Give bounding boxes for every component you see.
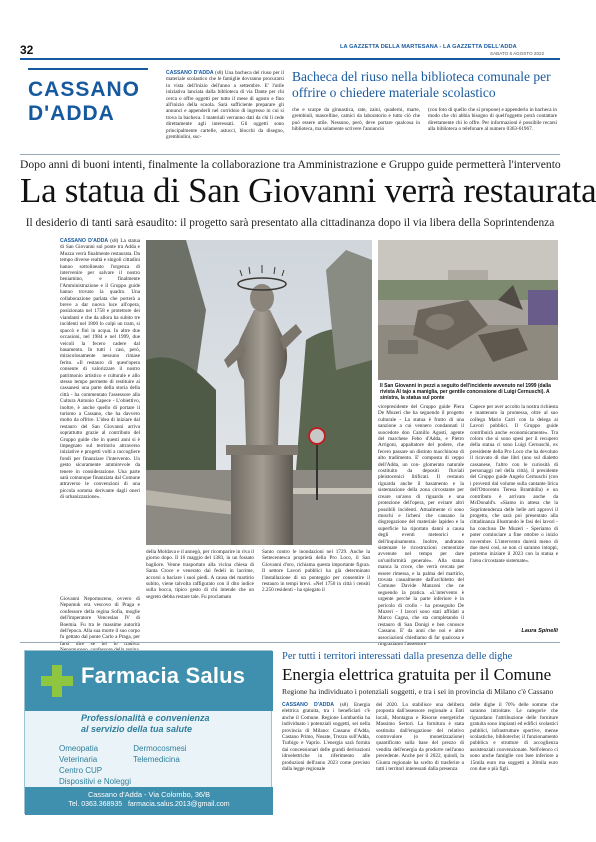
pharmacy-address: Cassano d'Adda - Via Colombo, 36/B [87,790,211,799]
top-article-col1 [166,70,284,148]
service-telemedicina: Telemedicina [133,755,180,764]
top-article-code: (s8) [215,70,224,76]
bottom-article-subtitle: Regione ha individuato i potenziali soggetti, e tra i sei in provincia di Milano c'è Cassano [282,687,554,696]
service-veterinaria: Veterinaria [59,755,98,764]
service-centro-cup: Centro CUP [59,766,103,775]
paper-name: LA GAZZETTA DELLA MARTESANA - LA GAZZETTA DELL'ADDA [340,44,517,50]
main-article-text4: vicepresidente del Gruppo guide Piera De Muzeri che ha seguendo il progetto culturale - La statua è frutto di una sanzione a cui vennero condannati il suocedote don Camillo Agosti, agente del marchese Febo d'Adda, e Pietro Arrigoni, appaltatore del podere, che fecero passare un distinto macchinoso di alto tradimento. E' composta di ceppo dell'Adda, un con- [378,404,464,468]
header-rule [20,58,560,60]
main-article-col3: Santo contro le inondazioni nel 1729. Anche la Settecentesca proprietà della Pro Loco, il San Giovanni d'oro, richiama questa importante figura. Il settore Lavori pubblici ha già determinato l'installazione di un ponteggio per consentire il restauro in tempi brevi. «Nel 1750 in città i censiti 2.250 residenti - ha spiegato il [262,549,370,594]
service-omeopatia: Omeopatia [59,744,99,753]
main-article-text1: La statua di San Giovanni sul ponte tra Adda e Muzza verrà finalmente restaurata. Da tempo diverse realtà e singoli cittadini hanno sottolineato l'urgenza di intervenire per salvare il nostro beniamino, e finalmente l'Amministrazione e il Gruppo guide hanno trovato la quadra. Una collaborazione parlata che porterà a breve a dar nuova luce all'opera, posizionata nel 1758 e protettore dei viandanti e che da allora ha subito tre incidenti nel 1800 lo colpì un tram, si spaccò e finì in acqua. In altre due occasioni, nel 1984 e nel 1999, due veicoli la fecero cadere dal basamento. In tutti i casi, però, miracolosamente nessuno rimase ferito. «Il restauro di quest'opera consente di valorizzare il nostro patrimonio artistico e culturale e allo stesso tempo permette di restituire ai cassanesi una parte della storia della città - ha commentato l'assessore alla Cultura Antonio Capece - L'obiettivo, inoltre, è anche quello di portare il turismo a Cassano, che ha davvero molto da offrire. L'idea di iniziare dal restauro del San Giovanni arriva soprattutto grazie al contributo del Gruppo guide che in questi anni si è impegnato sul territorio attraverso iniziative e progetti volti a raccogliere fondi per finanziare l'intervento. Un gesto sicuramente ammirevole da tenere in considerazione. Una parte sarà comunque finanziata dal Comune attraverso le convenzioni di una piccola somma derivante dagli oneri di urbanizzazione». [60,238,141,501]
issue-date: SABATO 6 AGOSTO 2022 [490,51,545,56]
section-label-line2: D'ADDA [28,102,115,125]
services-row-2 [59,754,239,765]
services-row-4 [59,776,239,787]
services-row-1 [59,743,239,754]
accident-photo-image [378,240,558,380]
bottom-article-col1 [282,702,370,812]
pharmacy-slogan-2: al servizio della tua salute [81,724,193,734]
statue-photo-image [146,240,372,545]
top-article-text1: Una bacheca del riuso per il materiale scolastico che le famiglie dovranno procurarsi in vista dell'inizio dell'anno a settembre. E' l'utile iniziativa lanciata dalla biblioteca di via Dante per chi cerca o offre oggetti per tutto il mese di agosto e fino all'inizio della scuola. Sarà sufficiente preparare gli annunci e appenderli nel corridoio di ingresso in cui si trova la bacheca. I materiali verranno dati da chi li cede direttamente agli interessati. Gli oggetti sono principalmente cartelle, astucci, blocchi da disegno, grembiulini, suc- [166,70,285,141]
main-article-kicker: Dopo anni di buoni intenti, finalmente la collaborazione tra Amministrazione e Gruppo guide permetterà l'intervento [20,158,561,171]
services-row-3 [59,765,239,776]
pharmacy-name: Farmacia Salus [81,663,246,688]
main-article-title: La statua di San Giovanni verrà restaurata [20,171,596,210]
bottom-article-title: Energia elettrica gratuita per il Comune [282,665,552,684]
bottom-article-col3: delle dighe il 70% delle somme che saranno introitate. Le categorie che riguardano l'attribuzione delle forniture gratuita sono impianti ed edifici scolastici pubblici, infrastrutture sportive, mense scolastiche, biblioteche; il funzionamento pubblica e strutture di accoglienza assistenziali convenzionate. Nell'elenco ci sono anche famiglie con Isee inferiore a 15mila euro ma soggetti a 30mila euro con due o più figli. [470,702,558,773]
service-dispositivi: Dispositivi e Noleggi [59,777,132,786]
service-dermocosmesi: Dermocosmesi [133,744,187,753]
pharmacy-slogan-1: Professionalità e convenienza [81,713,210,723]
top-article-col3: (con foto di quello che si propone) e appenderlo in bacheca in modo che chi abbia bisogno di quell'oggetto potrà contattare direttamente chi lo offre. Per informazioni è possibile recarsi alla biblioteca o telefonare al numero 0363-61967. [428,107,557,133]
main-article-col5 [378,404,464,648]
pharmacy-contacts: Tel. 0363.368935 farmacia.salus.2013@gmail.com [68,801,230,808]
bottom-article-code: (s8) [339,702,349,708]
accident-photo [378,240,558,380]
bottom-divider [20,642,560,643]
main-article-col1 [60,238,140,593]
pharmacy-ad [24,650,272,814]
bottom-article-col2: del 2020. Lo stabilisce una delibera proposta dall'assessore regionale a Enti locali, Montagna e Risorse energetiche Massimo Sertori. La fornitura è stata sostituita dall'erogazione del relativo controvalore (o monetizzazione) quantificato sulla base del prezzo di vendita dell'energia da produrre nell'anno precedente. Anche per il 2022, quindi, la Giunta regionale ha scelto di trasferire a tutti i territori interessati dalla presenza [376,702,464,773]
top-article-title: Bacheca del riuso nella biblioteca comunale per offrire o chiedere materiale scolastico [292,69,551,100]
top-article-col2: che e scarpe da ginnastica, rate, zaini, quaderni, marte, grembiuli, mascelline, camici da laboratorio e tutto ciò che può essere utile. Nessuno, però, deve portare qualcosa in biblioteca, ma solamente scrivere l'annuncio [292,107,420,133]
main-article-code: (s8) [110,238,119,244]
article-author: Laura Spinelli [521,628,558,634]
main-article-col6: Capece per aver accolto la nostra richiesta e mantenuto la promessa, oltre al suo collega Mario Carri con la delega ai Lavori pubblici. Il Gruppo guide contribuirà anche economicamente». Tra coloro che si sono spesi per il recupero della statua ci sono Luigi Cernuschi, ex presidente della Pro Loco che ha devoluto il ricavato di due libri (uno sul dialetto cassanese, l'altro con le curiosità di personaggi nel della città), il presidente del Gruppo guide Angelo Cernuschi (con i proventi dal volume sulla cantante lirica dell'Ottocento Teresa Brambilla) e un contributo è arrivato anche da McDonald's. «Siamo in attesa che la Soprintendenza delle belle arti approvi il progetto, che sarà poi presentato alla cittadinanza illustrando le fasi dei lavori - ha concluso De Muzeri - Speriamo di poter cominciare a fine ottobre o inizio novembre. L'intervento durerà meno di due mesi così, se non ci saranno intoppi, potremo iniziare il 2023 con la statua e l'area circostante sistemate». [470,404,558,564]
pharmacy-cross-icon [41,665,73,697]
top-article-dateline: CASSANO D'ADDA [166,70,214,76]
main-article-text5: glomerato naturale costituito da depositi fluviali pleistocenici litificati. Il restauro riguarda anche il basamento e la sistemazione della zona circostante per creare un'area di riguardo e una protezione dell'opera, per evitare altri possibili incidenti. Attualmente ci sono muschi e licheni che causano la disgregazione del materiale lapideo e la superficie ha riportato danni a causa degli eventi meteorici e dell'inquinamento. Inoltre, andranno sistemate le ricostruzioni cementizie avvenute nel tempo per dare un'uniformità generale». Alla statua manca la croce, che verrà cercata per essere rimessa, e la palma del martirio, trovata casualmente dall'architetto del Comune Davide Manzoni che ne seguendo la pratica. «L'intervento è urgente perché la parte inferiore è in pericolo di crollo - ha proseguito De Muzeri - I lavori sono stati affidati a Marco Cagna, che sta completando il restauro di San Donigi e ben conosce Cassano. E' da anni che noi e altre associazioni chiediamo di far qualcosa e ringraziamo l'assessore [378,461,464,648]
section-label [28,68,148,148]
statue-photo [146,240,372,545]
bottom-article-text1: Energia elettrica gratuita, tra i beneficiari c'è anche il Comune. Regione Lombardia ha individuato i potenziali soggetti, sei nella provincia di Milano: Cassano d'Adda, Castano Primo, Nosate, Trezzo sull'Adda, Turbigo e Vaprio. L'energia sarà fornita dai concessionari delle grandi derivazioni idroelettriche in riferimento alle produzioni dell'anno 2023 come previsto dalla legge regionale [282,702,370,773]
page-number: 32 [20,43,34,57]
main-article-col1b: Giovanni Nepomuceno, ovvero di Nepomuk era vescovo di Praga e confessore della regina Sofia, moglie dell'imperatore Venceslao IV di Boemia. Fu tra le massime autorità dell'epoca. Alla sua morte il suo corpo fu gettato dal ponte Carlo a Praga, per farsi dire se lei lo tradiva. [60,596,140,647]
bottom-article-kicker: Per tutti i territori interessati dalla presenza delle dighe [282,651,513,662]
photo-caption: Il San Giovanni in pezzi a seguito dell'incidente avvenuto nel 1999 (dalla rivista Al tajo a maniglia, per gentile concessione di Luigi Cernuschi). A sinistra, la statua sul ponte [380,383,551,401]
main-article-subtitle: Il desiderio di tanti sarà esaudito: il progetto sarà presentato alla cittadinanza dopo il via libera della Soprintendenza [25,217,555,229]
pharmacy-services [59,743,239,787]
main-article-dateline: CASSANO D'ADDA [60,238,109,244]
section-divider [20,154,560,155]
section-label-line1: CASSANO [28,78,141,101]
bottom-article-dateline: CASSANO D'ADDA [282,702,334,708]
main-article-col2: della Moldava e il annegò, per ricomparire in riva il giorno dopo. Il 16 maggio del 1383, in un fossato bagliore. Venne trasportato alla vicina chiesa di Santa Croce e venerato dai fedeli in lacrime, accorsi a baciare i suoi piedi. A causa del martirio subito, viene talvolta raffigurato con il dito indice sulla bocca, tipico gesto di chi intende che un segreto debba restare tale. Fu proclamato [146,549,254,600]
